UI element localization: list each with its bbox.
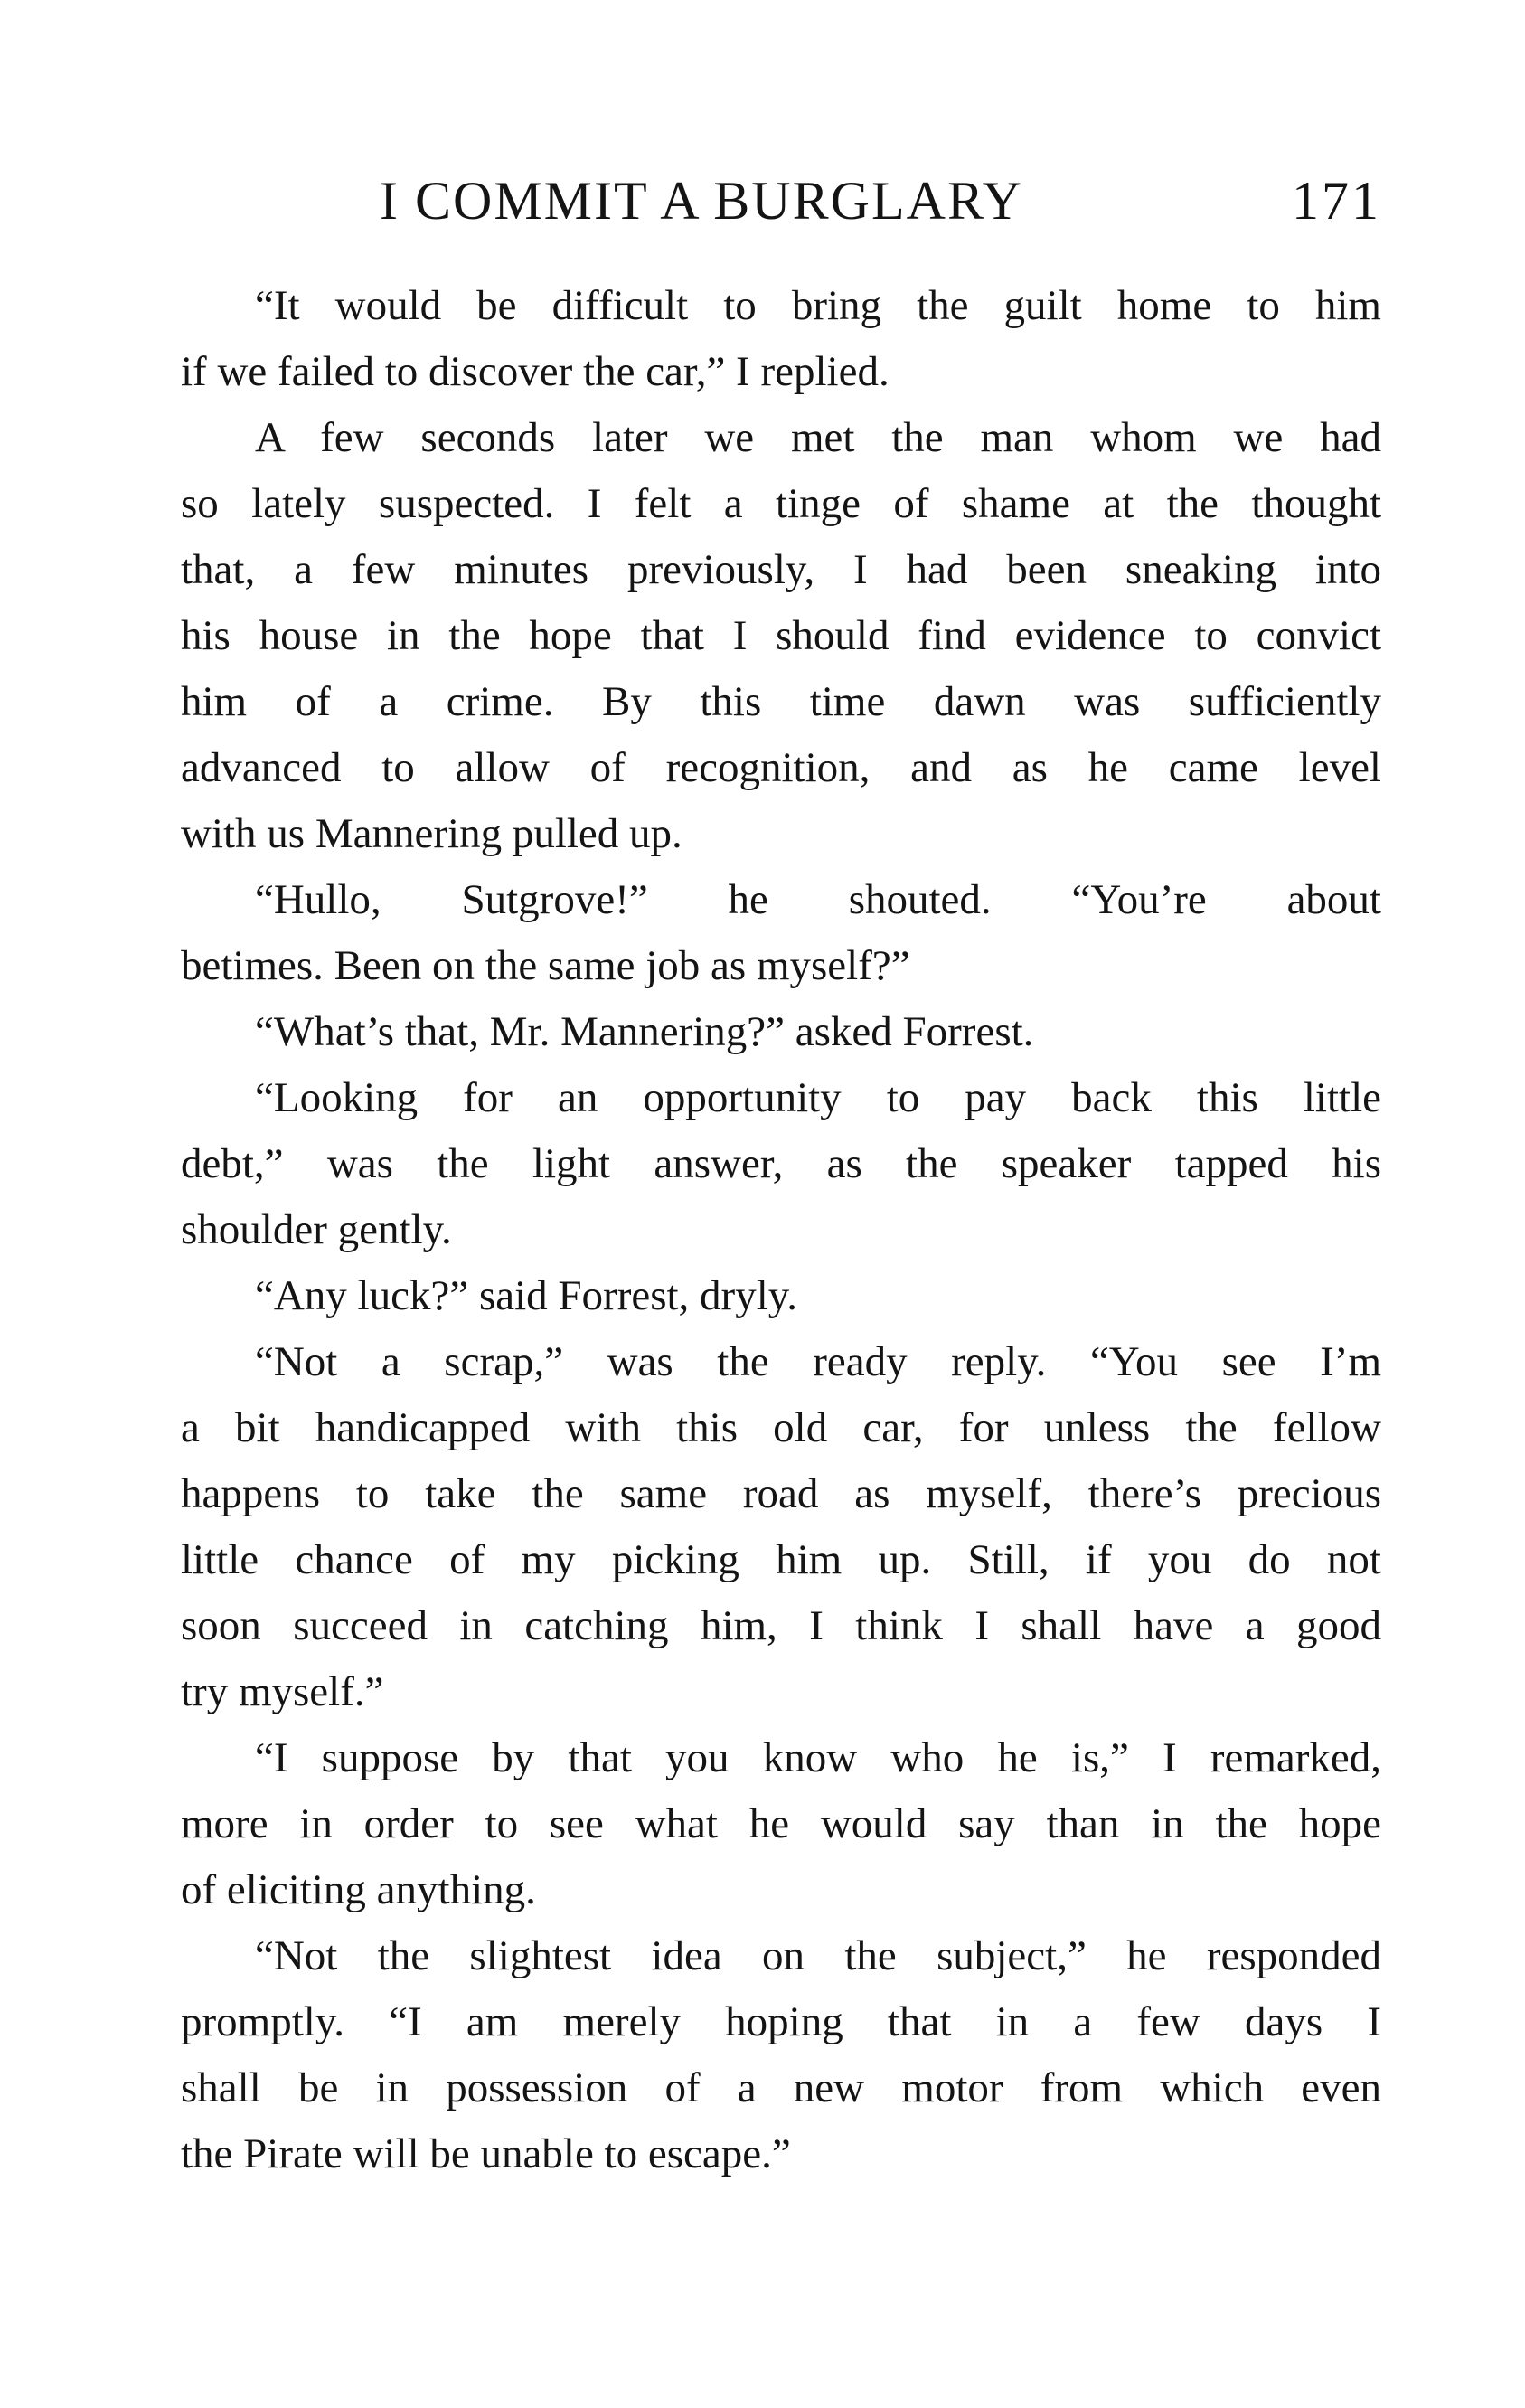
text-line: “Not a scrap,” was the ready reply. “You see I’m <box>255 1338 1381 1385</box>
text-line: of eliciting anything. <box>181 1866 536 1913</box>
page-number: 171 <box>1292 171 1381 231</box>
text-line: promptly. “I am merely hoping that in a few days I <box>181 1998 1381 2045</box>
text-line: “I suppose by that you know who he is,” I remarked, <box>255 1734 1381 1781</box>
text-line: A few seconds later we met the man whom we had <box>255 414 1381 461</box>
text-line: “Not the slightest idea on the subject,” he responded <box>255 1932 1381 1979</box>
text-line: “It would be difficult to bring the guilt home to him <box>255 282 1381 329</box>
text-line: advanced to allow of recognition, and as he came level <box>181 744 1381 791</box>
text-line: more in order to see what he would say than in the hope <box>181 1800 1381 1847</box>
text-line: happens to take the same road as myself, there’s precious <box>181 1470 1381 1517</box>
text-line: if we failed to discover the car,” I replied. <box>181 348 890 395</box>
text-line: “Any luck?” said Forrest, dryly. <box>255 1272 797 1319</box>
text-line: so lately suspected. I felt a tinge of shame at the thought <box>181 480 1381 527</box>
text-line: shoulder gently. <box>181 1206 452 1253</box>
body-text <box>181 273 1381 2187</box>
text-line: “Hullo, Sutgrove!” he shouted. “You’re about <box>255 876 1381 923</box>
running-head: I COMMIT A BURGLARY <box>380 171 1024 231</box>
text-line: shall be in possession of a new motor from which even <box>181 2064 1381 2111</box>
text-line: with us Mannering pulled up. <box>181 810 682 857</box>
text-line: the Pirate will be unable to escape.” <box>181 2130 791 2177</box>
text-line: his house in the hope that I should find evidence to convict <box>181 612 1381 659</box>
text-line: try myself.” <box>181 1668 384 1715</box>
text-line: betimes. Been on the same job as myself?” <box>181 942 910 989</box>
text-line: him of a crime. By this time dawn was sufficiently <box>181 678 1381 725</box>
text-line: little chance of my picking him up. Still, if you do not <box>181 1536 1381 1583</box>
text-line: soon succeed in catching him, I think I shall have a good <box>181 1602 1381 1649</box>
page-header <box>181 170 1381 251</box>
text-line: “What’s that, Mr. Mannering?” asked Forrest. <box>255 1008 1034 1055</box>
text-line: that, a few minutes previously, I had been sneaking into <box>181 546 1381 593</box>
text-line: a bit handicapped with this old car, for unless the fellow <box>181 1404 1381 1451</box>
text-line: debt,” was the light answer, as the speaker tapped his <box>181 1140 1381 1187</box>
text-line: “Looking for an opportunity to pay back this little <box>255 1074 1381 1121</box>
